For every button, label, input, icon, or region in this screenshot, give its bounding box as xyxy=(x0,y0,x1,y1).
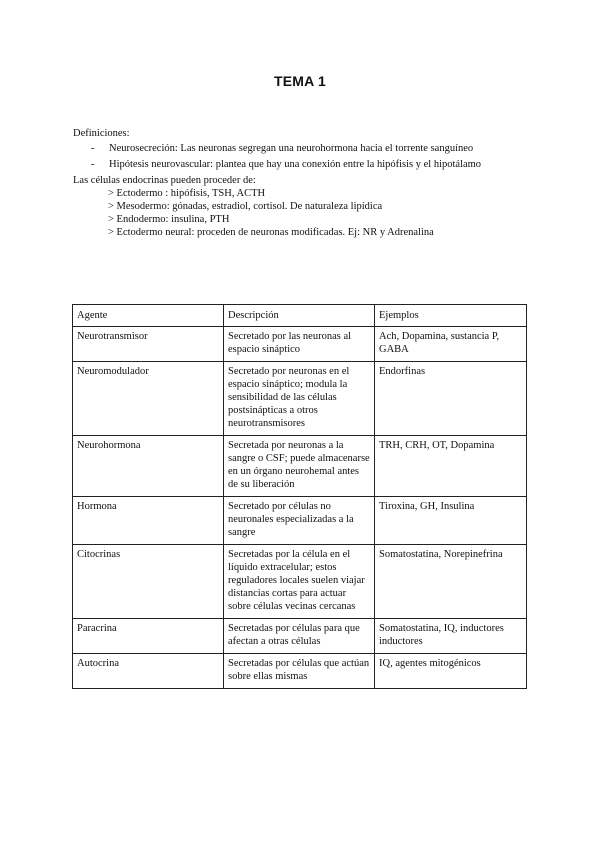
agents-table xyxy=(72,304,527,689)
cell-description: Secretada por neuronas a la sangre o CSF; puede almacenarse en un órgano neurohemal antes de su liberación xyxy=(224,436,375,497)
table-row xyxy=(73,436,527,497)
cell-examples: Ach, Dopamina, sustancia P, GABA xyxy=(375,327,527,362)
cell-description: Secretado por células no neuronales especializadas a la sangre xyxy=(224,497,375,545)
cell-description: Secretadas por células que actúan sobre ellas mismas xyxy=(224,654,375,689)
cell-description: Secretadas por células para que afectan a otras células xyxy=(224,619,375,654)
cell-description: Secretado por las neuronas al espacio sináptico xyxy=(224,327,375,362)
definitions-section xyxy=(73,127,533,239)
column-header-ejemplos: Ejemplos xyxy=(375,305,527,327)
definition-text: Neurosecreción: Las neuronas segregan una neurohormona hacia el torrente sanguíneo xyxy=(109,143,474,154)
cell-description: Secretadas por la célula en el líquido extracelular; estos reguladores locales suelen viajar distancias cortas para actuar sobre células vecinas cercanas xyxy=(224,545,375,619)
list-item: - Hipótesis neurovascular: plantea que hay una conexión entre la hipófisis y el hipotálamo xyxy=(91,159,482,170)
list-item: - Neurosecreción: Las neuronas segregan una neurohormona hacia el torrente sanguíneo xyxy=(91,143,474,154)
origins-intro: Las células endocrinas pueden proceder de: xyxy=(73,175,256,186)
cell-examples: Somatostatina, Norepinefrina xyxy=(375,545,527,619)
origin-item: > Mesodermo: gónadas, estradiol, cortisol. De naturaleza lipídica xyxy=(108,201,383,212)
cell-examples: Somatostatina, IQ, inductores inductores xyxy=(375,619,527,654)
cell-examples: Tiroxina, GH, Insulina xyxy=(375,497,527,545)
origin-item: > Endodermo: insulina, PTH xyxy=(108,214,230,225)
origin-item: > Ectodermo neural: proceden de neuronas modificadas. Ej: NR y Adrenalina xyxy=(108,227,434,238)
cell-description: Secretado por neuronas en el espacio sináptico; modula la sensibilidad de las células postsinápticas a otros neurotransmisores xyxy=(224,362,375,436)
cell-agent: Autocrina xyxy=(73,654,224,689)
table-header-row xyxy=(73,305,527,327)
table-row xyxy=(73,497,527,545)
definitions-label: Definiciones: xyxy=(73,128,130,139)
page-title: TEMA 1 xyxy=(273,73,327,89)
cell-examples: IQ, agentes mitogénicos xyxy=(375,654,527,689)
cell-agent: Neurohormona xyxy=(73,436,224,497)
table-row xyxy=(73,545,527,619)
table-row xyxy=(73,619,527,654)
column-header-agente: Agente xyxy=(73,305,224,327)
table-row xyxy=(73,654,527,689)
cell-examples: TRH, CRH, OT, Dopamina xyxy=(375,436,527,497)
cell-agent: Citocrinas xyxy=(73,545,224,619)
cell-agent: Hormona xyxy=(73,497,224,545)
definitions-list xyxy=(73,142,533,171)
definition-text: Hipótesis neurovascular: plantea que hay una conexión entre la hipófisis y el hipotálamo xyxy=(109,159,482,170)
column-header-descripcion: Descripción xyxy=(224,305,375,327)
cell-agent: Paracrina xyxy=(73,619,224,654)
cell-examples: Endorfinas xyxy=(375,362,527,436)
origin-item: > Ectodermo : hipófisis, TSH, ACTH xyxy=(108,188,266,199)
table-row xyxy=(73,327,527,362)
cell-agent: Neurotransmisor xyxy=(73,327,224,362)
table-row xyxy=(73,362,527,436)
cell-agent: Neuromodulador xyxy=(73,362,224,436)
